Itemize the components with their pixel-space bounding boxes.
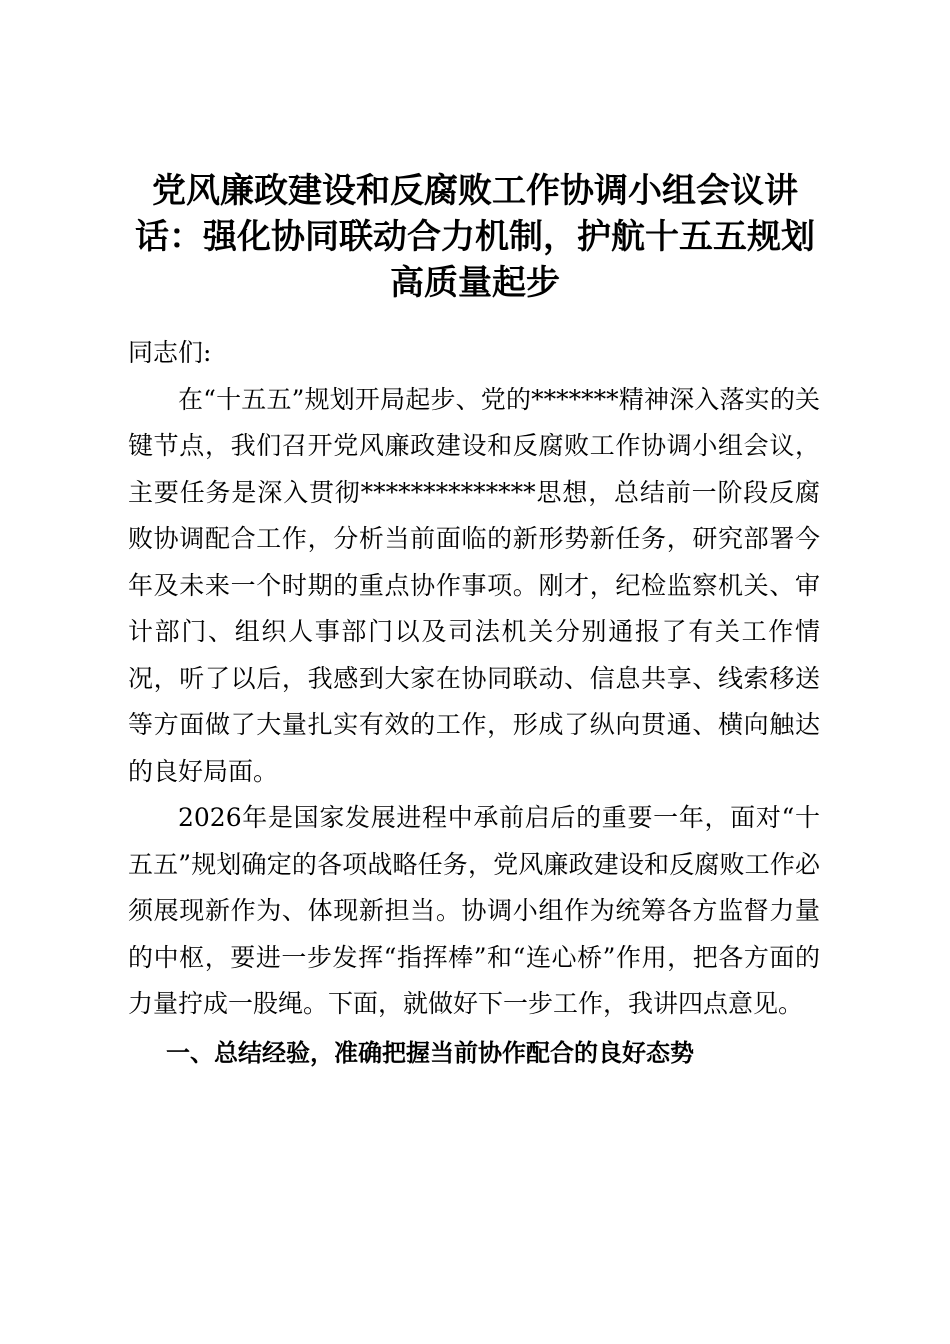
salutation: 同志们: bbox=[128, 338, 212, 367]
section-heading: 一、总结经验，准确把握当前协作配合的良好态势 bbox=[166, 1038, 694, 1067]
title-line-3: 高质量起步 bbox=[390, 263, 560, 303]
document-body bbox=[128, 330, 820, 1076]
paragraph-1: 在“十五五”规划开局起步、党的*******精神深入落实的关键节点，我们召开党风廉政建设和反腐败工作协调小组会议，主要任务是深入贯彻**************思想，总结前一阶段反腐败协调配合工作，分析当前面临的新形势新任务，研究部署今年及未来一个时期的重点协作事项。刚才，纪检监察机关、审计部门、组织人事部门以及司法机关分别通报了有关工作情况，听了以后，我感到大家在协同联动、信息共享、线索移送等方面做了大量扎实有效的工作，形成了纵向贯通、横向触达的良好局面。 bbox=[128, 384, 820, 786]
document-title bbox=[110, 168, 840, 306]
paragraph-2: 2026年是国家发展进程中承前启后的重要一年，面对“十五五”规划确定的各项战略任务，党风廉政建设和反腐败工作必须展现新作为、体现新担当。协调小组作为统筹各方监督力量的中枢，要进一步发挥“指挥棒”和“连心桥”作用，把各方面的力量拧成一股绳。下面，就做好下一步工作，我讲四点意见。 bbox=[128, 803, 820, 1018]
title-line-2: 话：强化协同联动合力机制，护航十五五规划 bbox=[135, 217, 815, 257]
title-line-1: 党风廉政建设和反腐败工作协调小组会议讲 bbox=[152, 171, 798, 211]
